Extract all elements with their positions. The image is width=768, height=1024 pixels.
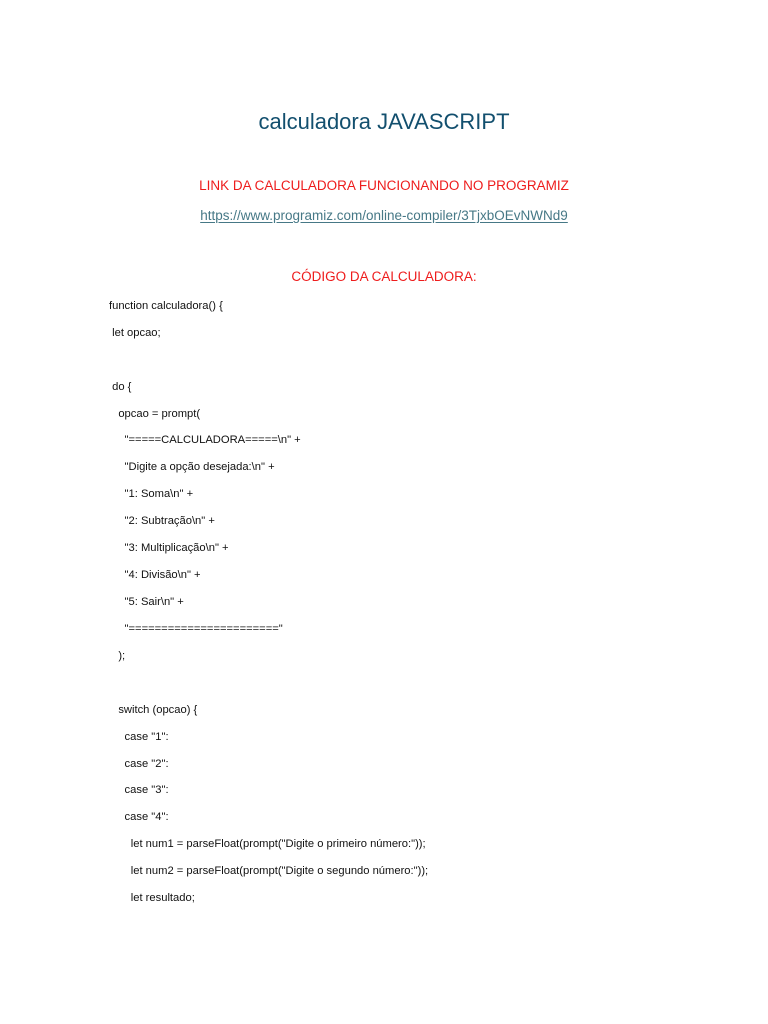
code-line: "5: Sair\n" + [109,596,184,608]
code-line: "4: Divisão\n" + [109,569,201,581]
programiz-link-line [0,206,768,226]
code-line: case "2": [109,758,169,770]
code-line: "3: Multiplicação\n" + [109,542,229,554]
code-line: let resultado; [109,892,195,904]
code-line: case "1": [109,731,169,743]
document-title: calculadora JAVASCRIPT [258,109,510,134]
code-heading: CÓDIGO DA CALCULADORA: [291,269,477,284]
code-line: "=====CALCULADORA=====\n" + [109,434,301,446]
code-line: ); [109,650,126,662]
code-line: switch (opcao) { [109,704,198,716]
code-line: "1: Soma\n" + [109,488,194,500]
programiz-link[interactable]: https://www.programiz.com/online-compiler/3TjxbOEvNWNd9 [200,208,568,223]
code-line: "Digite a opção desejada:\n" + [109,461,275,473]
link-heading: LINK DA CALCULADORA FUNCIONANDO NO PROGRAMIZ [199,178,569,193]
code-line: function calculadora() { [109,300,223,312]
code-line: let opcao; [109,327,161,339]
code-line: case "3": [109,784,169,796]
code-line: do { [109,381,132,393]
code-line: case "4": [109,811,169,823]
code-line: let num2 = parseFloat(prompt("Digite o segundo número:")); [109,865,429,877]
code-line: "=======================" [109,623,283,635]
code-line: "2: Subtração\n" + [109,515,215,527]
code-line: opcao = prompt( [109,408,201,420]
code-line: let num1 = parseFloat(prompt("Digite o primeiro número:")); [109,838,426,850]
